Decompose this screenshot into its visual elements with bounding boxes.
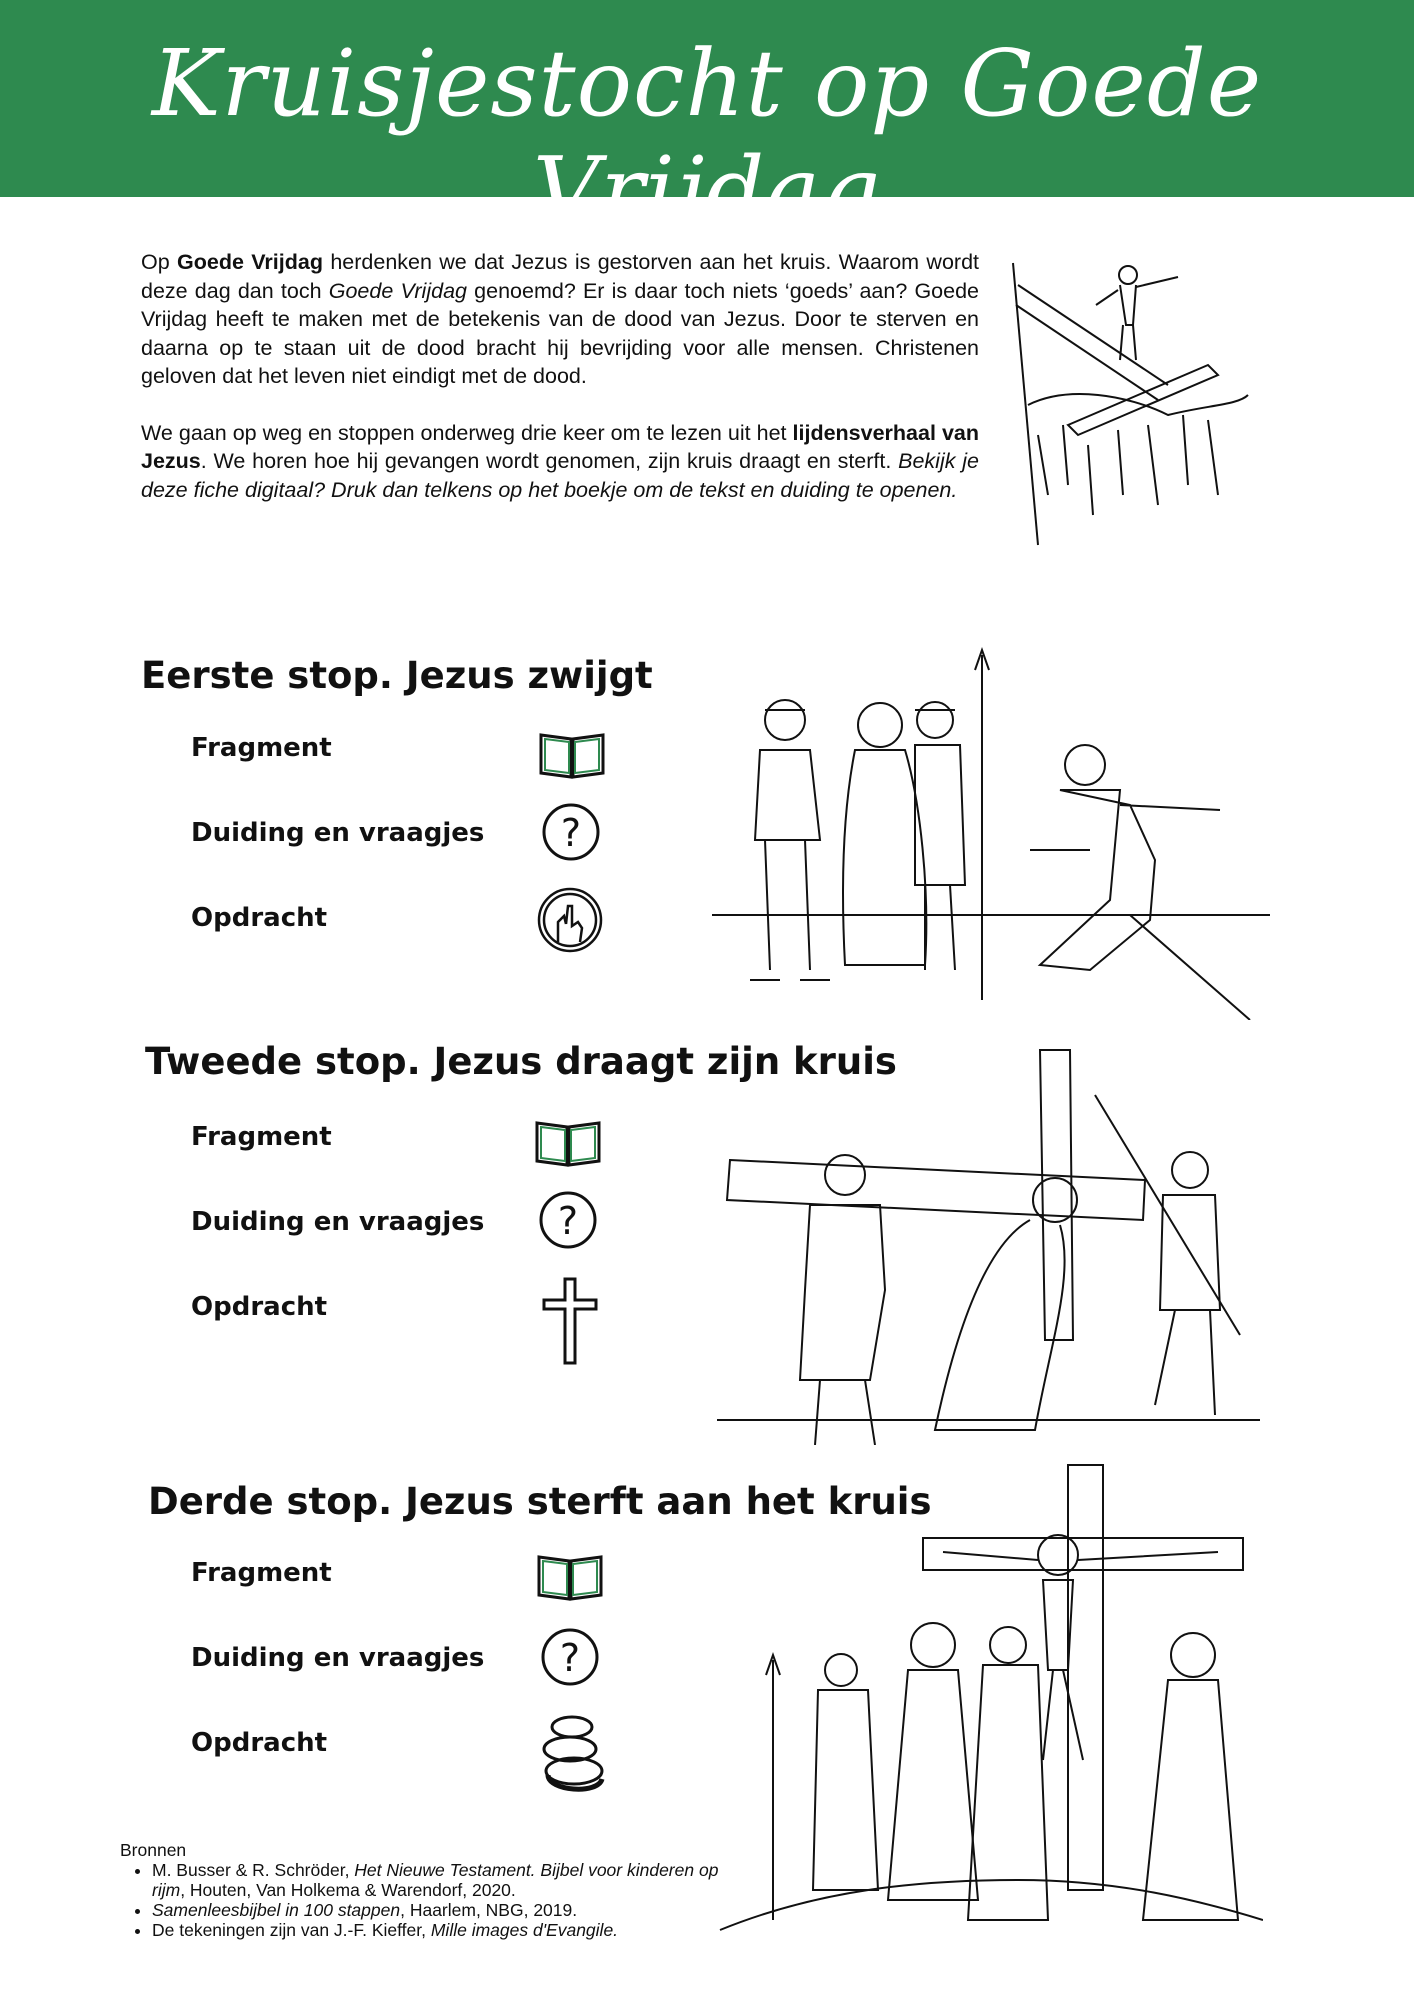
stop-1-title: Eerste stop. Jezus zwijgt <box>141 654 653 697</box>
book-icon[interactable] <box>534 1119 602 1167</box>
stop-2-opdracht-label[interactable]: Opdracht <box>191 1292 328 1322</box>
stop-2-duiding-label[interactable]: Duiding en vraagjes <box>191 1207 485 1237</box>
stop-3-title: Derde stop. Jezus sterft aan het kruis <box>148 1480 932 1523</box>
stop-2-illustration <box>715 1045 1260 1445</box>
page-header <box>0 0 1414 244</box>
question-icon[interactable] <box>538 1190 598 1250</box>
source-item: • Samenleesbijbel in 100 stappen, Haarlem, NBG, 2019. <box>152 1900 720 1920</box>
stop-1-illustration <box>710 640 1270 1020</box>
stop-2-title: Tweede stop. Jezus draagt zijn kruis <box>145 1040 897 1083</box>
intro-paragraph-1: Op Goede Vrijdag herdenken we dat Jezus is gestorven aan het kruis. Waarom wordt deze dag dan toch Goede Vrijdag genoemd? Er is daar toch niets ‘goeds’ aan? Goede Vrijdag heeft te maken met de betekenis van de dood van Jezus. Door te sterven en daarna op te staan uit de dood bracht hij bevrijding voor alle mensen. Christenen geloven dat het leven niet eindigt met de dood. <box>141 250 980 388</box>
stop-1-fragment-label[interactable]: Fragment <box>191 733 332 763</box>
sources-list <box>120 1860 720 1940</box>
source-item: • M. Busser & R. Schröder, Het Nieuwe Testament. Bijbel voor kinderen op rijm, Houten, Van Holkema & Warendorf, 2020. <box>152 1860 720 1900</box>
stop-1-opdracht-label[interactable]: Opdracht <box>191 903 328 933</box>
stop-1-duiding-label[interactable]: Duiding en vraagjes <box>191 818 485 848</box>
cross-icon[interactable] <box>541 1276 599 1366</box>
stones-icon[interactable] <box>538 1713 606 1803</box>
question-icon[interactable] <box>540 1627 600 1687</box>
stop-2-fragment-label[interactable]: Fragment <box>191 1122 332 1152</box>
sources <box>120 1840 720 1940</box>
cross-cliff-illustration <box>1008 255 1258 555</box>
stop-3-illustration <box>718 1460 1263 1940</box>
stop-3-opdracht-label[interactable]: Opdracht <box>191 1728 328 1758</box>
book-icon[interactable] <box>538 731 606 779</box>
hand-icon[interactable] <box>536 886 604 954</box>
intro-paragraph-2: We gaan op weg en stoppen onderweg drie keer om te lezen uit het lijdensverhaal van Jezus. We horen hoe hij gevangen wordt genomen, zijn kruis draagt en sterft. Bekijk je deze fiche digitaal? Druk dan telkens op het boekje om de tekst en duiding te openen. <box>141 420 979 502</box>
intro-text <box>141 248 979 532</box>
stop-3-duiding-label[interactable]: Duiding en vraagjes <box>191 1643 485 1673</box>
page-title: Kruisjestocht op Goede Vrijdag <box>151 30 1263 244</box>
svg-text:?: ? <box>560 811 582 855</box>
book-icon[interactable] <box>536 1553 604 1601</box>
question-icon[interactable] <box>541 802 601 862</box>
source-item: • De tekeningen zijn van J.-F. Kieffer, Mille images d'Evangile. <box>152 1920 720 1940</box>
stop-3-fragment-label[interactable]: Fragment <box>191 1558 332 1588</box>
svg-text:?: ? <box>559 1636 581 1680</box>
svg-text:?: ? <box>557 1199 579 1243</box>
sources-heading: Bronnen <box>120 1840 187 1860</box>
